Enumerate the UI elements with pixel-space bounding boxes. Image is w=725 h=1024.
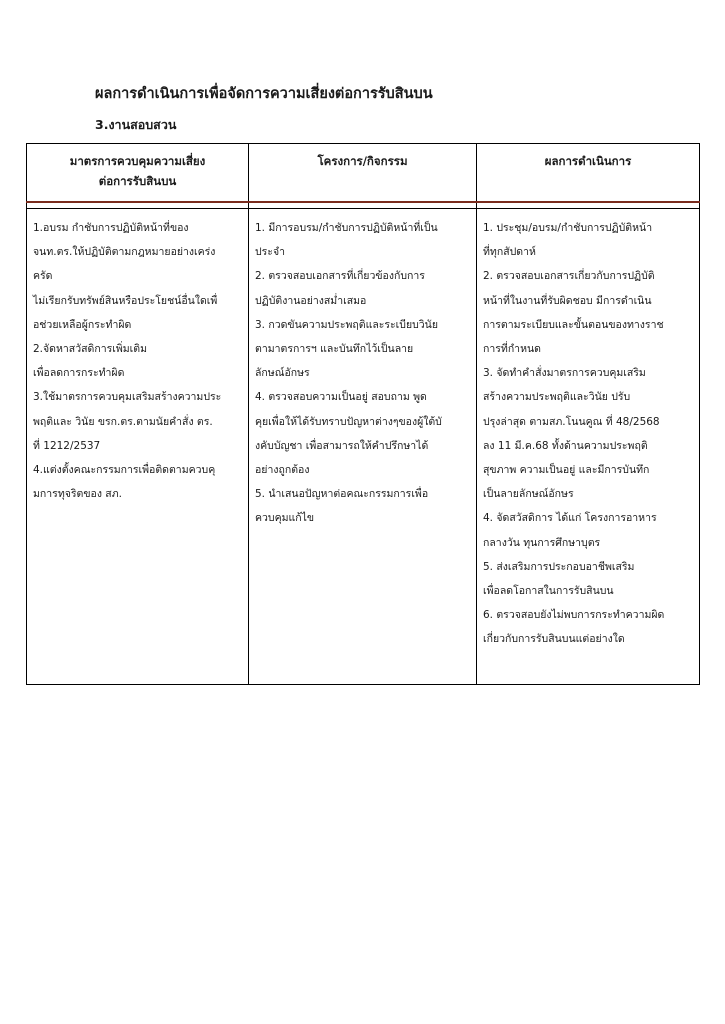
cell-line: ครัด [33,270,53,283]
bribery-risk-table [26,143,700,685]
cell-line: คุยเพื่อให้ได้รับทราบปัญหาต่างๆของผู้ใต้บั [255,415,442,428]
cell-line: ลง 11 มี.ค.68 ทั้งด้านความประพฤติ [483,439,648,452]
cell-line: พฤติและ วินัย ขรก.ตร.ตามนัยคำสั่ง ตร. [33,415,213,428]
cell-line: เพื่อลดการกระทำผิด [33,367,125,380]
cell-line: 1. ประชุม/อบรม/กำชับการปฏิบัติหน้า [483,222,653,234]
cell-line: ประจำ [255,246,285,259]
cell-line: 3.ใช้มาตรการควบคุมเสริมสร้างความประ [33,391,222,404]
cell-projects-activities [249,209,477,685]
cell-line: ไม่เรียกรับทรัพย์สินหรือประโยชน์อื่นใดเพื่ [33,294,218,307]
cell-line: มการทุจริตของ สภ. [33,488,122,501]
page-title: ผลการดำเนินการเพื่อจัดการความเสี่ยงต่อการรับสินบน [95,86,433,102]
cell-line: 2.จัดหาสวัสดิการเพิ่มเติม [33,343,147,356]
cell-line: ที่ 1212/2537 [33,439,101,452]
cell-line: ตามาตรการฯ และบันทึกไว้เป็นลาย [255,343,414,356]
cell-line: 5. ส่งเสริมการประกอบอาชีพเสริม [483,560,635,573]
cell-line: สร้างความประพฤติและวินัย ปรับ [483,391,631,404]
cell-line: 6. ตรวจสอบยังไม่พบการกระทำความผิด [483,609,665,622]
cell-line: 3. กวดขันความประพฤติและระเบียบวินัย [255,318,438,331]
table-body-row [27,209,700,685]
cell-line: ลักษณ์อักษร [255,367,310,380]
header-risk-control-measures [27,144,249,203]
cell-line: การที่กำหนด [483,343,541,356]
cell-line: กลางวัน ทุนการศึกษาบุตร [483,536,601,549]
cell-line: ควบคุมแก้ไข [255,512,315,525]
cell-line: 4. จัดสวัสดิการ ได้แก่ โครงการอาหาร [483,512,657,525]
header-line: ต่อการรับสินบน [98,174,177,188]
cell-line: ที่ทุกสัปดาห์ [483,246,536,259]
cell-line: 1.อบรม กำชับการปฏิบัติหน้าที่ของ [33,222,189,234]
cell-line: 1. มีการอบรม/กำชับการปฏิบัติหน้าที่เป็น [255,222,438,234]
cell-line: 4.แต่งตั้งคณะกรรมการเพื่อติดตามควบคุ [33,464,216,477]
cell-line: การตามระเบียบและขั้นตอนของทางราช [483,318,664,331]
cell-line: เกี่ยวกับการรับสินบนแต่อย่างใด [483,633,625,646]
header-results: ผลการดำเนินการ [477,144,700,203]
cell-line: เพื่อลดโอกาสในการรับสินบน [483,585,614,598]
header-projects-activities: โครงการ/กิจกรรม [249,144,477,203]
cell-risk-control-measures [27,209,249,685]
cell-line: ปฏิบัติงานอย่างสม่ำเสมอ [255,294,367,307]
cell-line: หน้าที่ในงานที่รับผิดชอบ มีการดำเนิน [483,294,652,307]
cell-line: 4. ตรวจสอบความเป็นอยู่ สอบถาม พูด [255,391,427,404]
cell-line: งคับบัญชา เพื่อสามารถให้คำปรึกษาได้ [255,439,429,452]
table-header-row [27,144,700,203]
cell-line: ปรุงล่าสุด ตามสภ.โนนคูณ ที่ 48/2568 [483,415,660,428]
cell-line: 3. จัดทำคำสั่งมาตรการควบคุมเสริม [483,367,646,380]
cell-line: อย่างถูกต้อง [255,464,310,477]
cell-line: 5. นำเสนอปัญหาต่อคณะกรรมการเพื่อ [255,488,429,501]
cell-line: สุขภาพ ความเป็นอยู่ และมีการบันทึก [483,464,650,477]
cell-line: จนท.ตร.ให้ปฏิบัติตามกฎหมายอย่างเคร่ง [33,246,216,259]
cell-line: เป็นลายลักษณ์อักษร [483,488,574,501]
section-title: 3.งานสอบสวน [95,117,177,132]
cell-line: 2. ตรวจสอบเอกสารเกี่ยวกับการปฏิบัติ [483,270,655,283]
cell-line: 2. ตรวจสอบเอกสารที่เกี่ยวข้องกับการ [255,270,425,283]
cell-line: อช่วยเหลือผู้กระทำผิด [33,318,132,331]
cell-results [477,209,700,685]
header-line: มาตรการควบคุมความเสี่ยง [69,154,206,168]
